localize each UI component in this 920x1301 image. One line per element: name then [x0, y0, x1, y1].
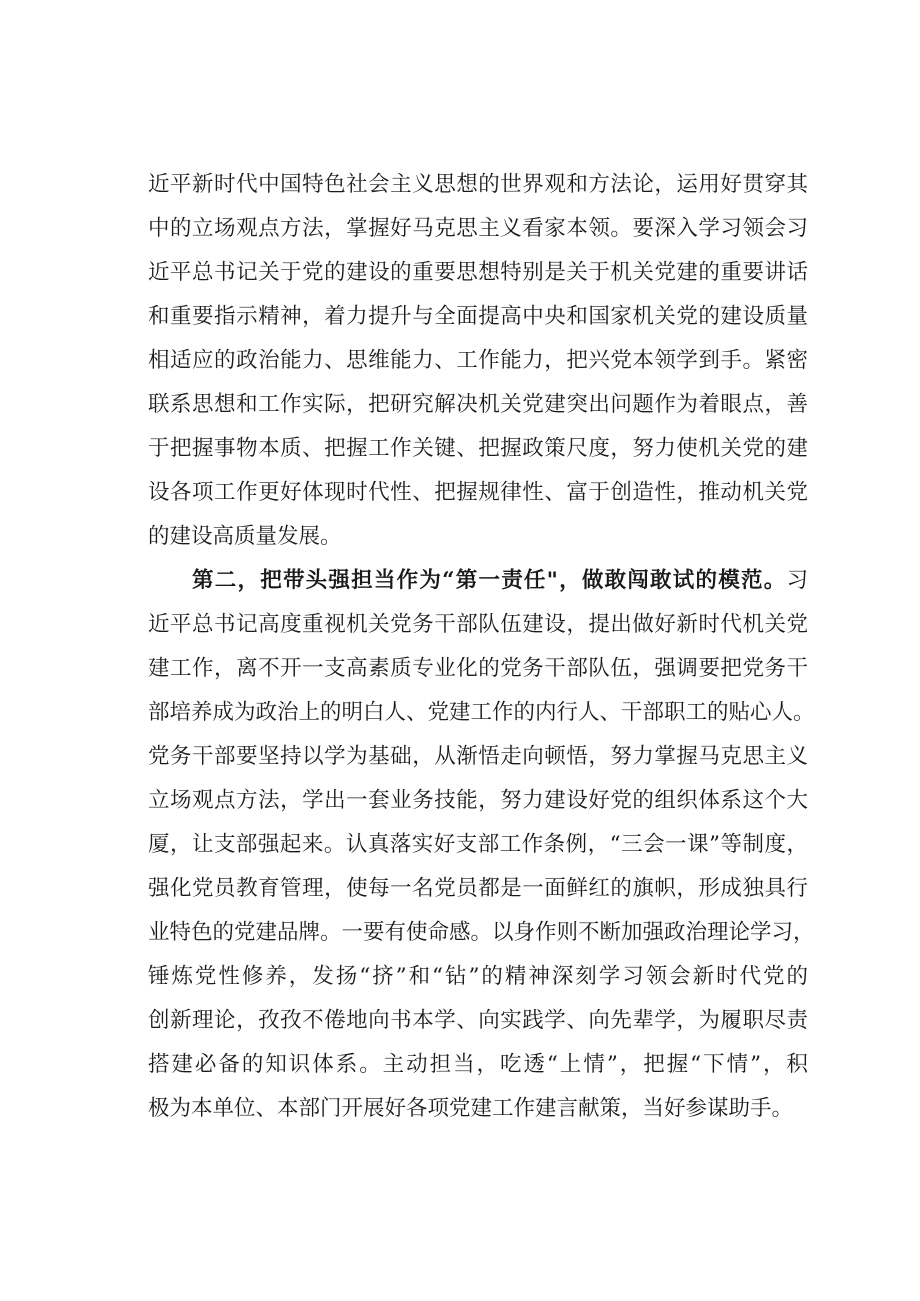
paragraph1-line: 设各项工作更好体现时代性、把握规律性、富于创造性，推动机关党	[148, 480, 808, 505]
paragraph2-heading: 第二，把带头强担当作为“第一责任"，做敢闯敢试的模范。	[192, 568, 787, 593]
paragraph2-line: 极为本单位、本部门开展好各项党建工作建言献策，当好参谋助手。	[148, 1096, 794, 1121]
paragraph2-first-line	[192, 561, 808, 601]
paragraph1-line: 相适应的政治能力、思维能力、工作能力，把兴党本领学到手。紧密	[148, 348, 808, 373]
paragraph2-first-line-rest: 习	[786, 568, 808, 593]
paragraph2-line: 部培养成为政治上的明白人、党建工作的内行人、干部职工的贴心人。	[148, 700, 815, 725]
paragraph2-line: 建工作，离不开一支高素质专业化的党务干部队伍，强调要把党务干	[148, 656, 808, 681]
paragraph2-line: 近平总书记高度重视机关党务干部队伍建设，提出做好新时代机关党	[148, 612, 808, 637]
paragraph1-line: 和重要指示精神，着力提升与全面提高中央和国家机关党的建设质量	[148, 304, 808, 329]
paragraph1-line: 于把握事物本质、把握工作关键、把握政策尺度，努力使机关党的建	[148, 436, 808, 461]
paragraph1-line: 中的立场观点方法，掌握好马克思主义看家本领。要深入学习领会习	[148, 216, 808, 241]
paragraph1-line: 近平总书记关于党的建设的重要思想特别是关于机关党建的重要讲话	[148, 260, 808, 285]
paragraph2-line: 搭建必备的知识体系。主动担当，吃透“上情”，把握“下情”，积	[148, 1052, 808, 1077]
paragraph1-line: 的建设高质量发展。	[148, 524, 342, 549]
paragraph2-line: 锤炼党性修养，发扬“挤”和“钻”的精神深刻学习领会新时代党的	[148, 964, 808, 989]
paragraph1-line: 近平新时代中国特色社会主义思想的世界观和方法论，运用好贯穿其	[148, 172, 808, 197]
paragraph2-line: 党务干部要坚持以学为基础，从渐悟走向顿悟，努力掌握马克思主义	[148, 744, 808, 769]
paragraph2-line: 立场观点方法，学出一套业务技能，努力建设好党的组织体系这个大	[148, 788, 808, 813]
paragraph2-line: 业特色的党建品牌。一要有使命感。以身作则不断加强政治理论学习，	[148, 920, 815, 945]
paragraph2-line: 强化党员教育管理，使每一名党员都是一面鲜红的旗帜，形成独具行	[148, 876, 808, 901]
paragraph2-line: 厦，让支部强起来。认真落实好支部工作条例，“三会一课”等制度，	[148, 832, 808, 857]
paragraph2-line: 创新理论，孜孜不倦地向书本学、向实践学、向先辈学，为履职尽责	[148, 1008, 808, 1033]
paragraph1-line: 联系思想和工作实际，把研究解决机关党建突出问题作为着眼点，善	[148, 392, 808, 417]
